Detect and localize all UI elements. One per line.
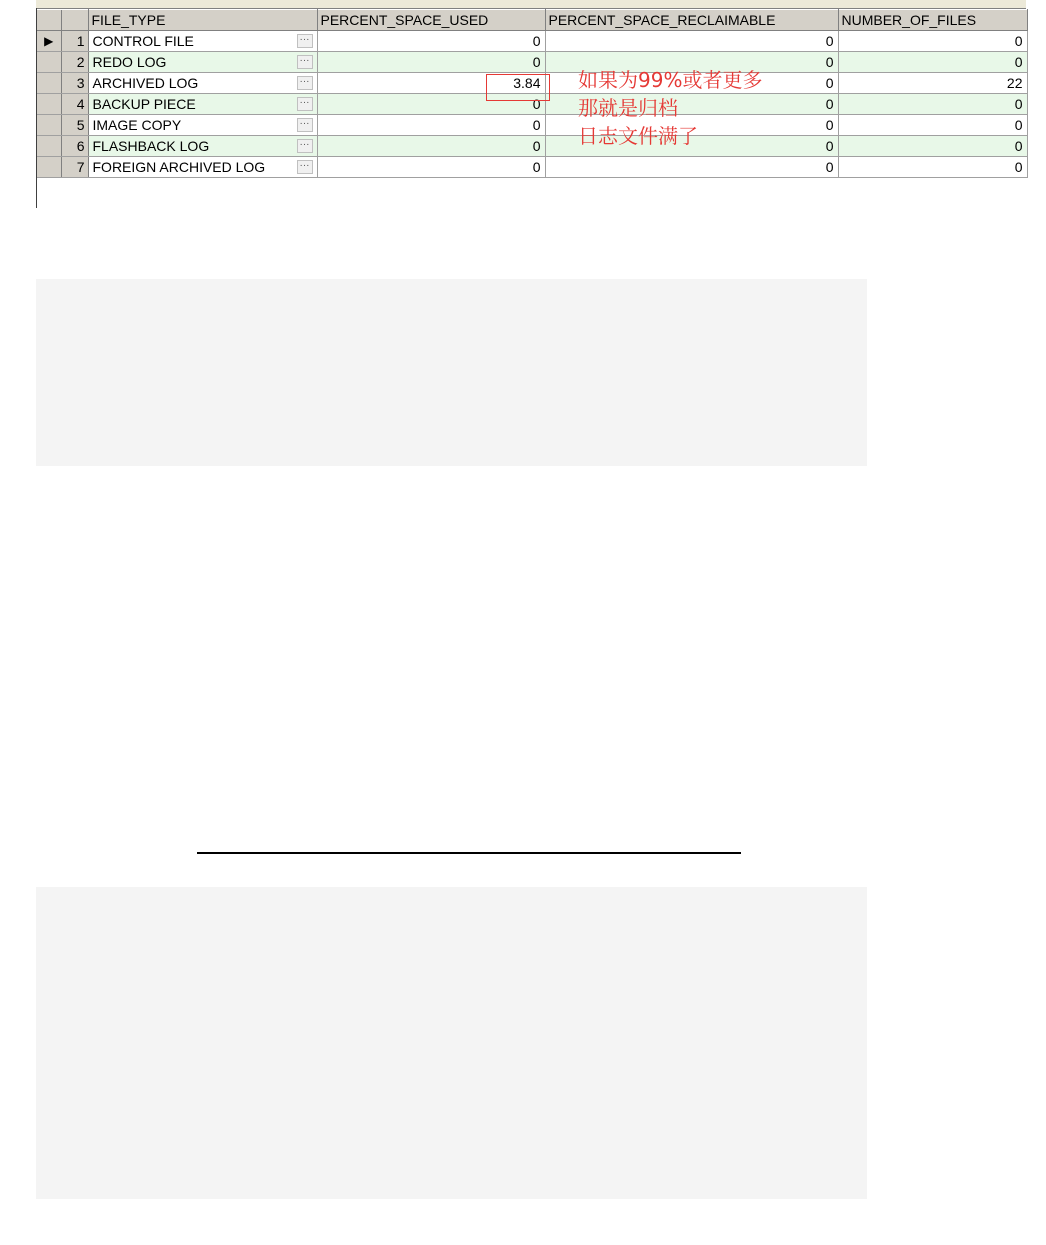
- cell-number-of-files[interactable]: 0: [838, 115, 1027, 136]
- row-indicator: [37, 52, 61, 73]
- cell-percent-reclaimable[interactable]: 0: [545, 157, 838, 178]
- file-type-text: ARCHIVED LOG: [92, 75, 199, 91]
- cell-file-type[interactable]: [88, 115, 317, 136]
- table-row[interactable]: [37, 52, 1027, 73]
- cell-percent-used[interactable]: 0: [317, 52, 545, 73]
- cell-number-of-files[interactable]: 0: [838, 94, 1027, 115]
- row-number: 3: [61, 73, 88, 94]
- cell-number-of-files[interactable]: 0: [838, 52, 1027, 73]
- file-type-text: REDO LOG: [92, 54, 167, 70]
- row-indicator: [37, 115, 61, 136]
- cell-percent-reclaimable[interactable]: 0: [545, 73, 838, 94]
- cell-percent-used[interactable]: 0: [317, 136, 545, 157]
- annotation-line: 那就是归档: [578, 96, 678, 120]
- table-row[interactable]: [37, 31, 1027, 52]
- column-header-percent-space-used[interactable]: [317, 10, 545, 31]
- column-header-percent-space-reclaimable[interactable]: [545, 10, 838, 31]
- annotation-line: 日志文件满了: [578, 124, 698, 148]
- row-number: 5: [61, 115, 88, 136]
- ellipsis-button[interactable]: ···: [297, 139, 313, 153]
- cell-file-type[interactable]: [88, 31, 317, 52]
- ellipsis-button[interactable]: ···: [297, 76, 313, 90]
- horizontal-divider: [197, 852, 741, 854]
- current-row-indicator-icon: ▶: [37, 31, 61, 52]
- row-number: 4: [61, 94, 88, 115]
- row-number: 6: [61, 136, 88, 157]
- cell-percent-reclaimable[interactable]: 0: [545, 136, 838, 157]
- row-indicator: [37, 94, 61, 115]
- annotation-text: [578, 66, 762, 150]
- table-row[interactable]: [37, 157, 1027, 178]
- file-type-text: FOREIGN ARCHIVED LOG: [92, 159, 266, 175]
- cell-percent-used[interactable]: 0: [317, 94, 545, 115]
- code-block: [36, 887, 867, 1199]
- cell-percent-reclaimable[interactable]: 0: [545, 31, 838, 52]
- file-type-text: IMAGE COPY: [92, 117, 182, 133]
- row-number: 2: [61, 52, 88, 73]
- grid-left-border: [36, 8, 37, 208]
- cell-file-type[interactable]: [88, 52, 317, 73]
- cell-file-type[interactable]: [88, 136, 317, 157]
- cell-percent-reclaimable[interactable]: 0: [545, 115, 838, 136]
- cell-number-of-files[interactable]: 22: [838, 73, 1027, 94]
- file-type-text: CONTROL FILE: [92, 33, 194, 49]
- ellipsis-button[interactable]: ···: [297, 160, 313, 174]
- ellipsis-button[interactable]: ···: [297, 34, 313, 48]
- column-header-label: FILE_TYPE: [91, 12, 166, 28]
- cell-number-of-files[interactable]: 0: [838, 157, 1027, 178]
- cell-file-type[interactable]: [88, 73, 317, 94]
- grid-corner-num: [61, 10, 88, 31]
- annotation-line: 如果为99%或者更多: [578, 68, 763, 92]
- file-type-text: BACKUP PIECE: [92, 96, 196, 112]
- ellipsis-button[interactable]: ···: [297, 97, 313, 111]
- code-block: [36, 279, 867, 466]
- cell-percent-used[interactable]: 3.84: [317, 73, 545, 94]
- column-header-label: PERCENT_SPACE_USED: [320, 12, 489, 28]
- column-header-label: NUMBER_OF_FILES: [841, 12, 977, 28]
- row-indicator: [37, 73, 61, 94]
- grid-toolbar-strip: [36, 0, 1026, 9]
- cell-percent-used[interactable]: 0: [317, 115, 545, 136]
- annotation-highlight-box: [486, 74, 550, 101]
- column-header-label: PERCENT_SPACE_RECLAIMABLE: [548, 12, 776, 28]
- cell-number-of-files[interactable]: 0: [838, 31, 1027, 52]
- table-row[interactable]: [37, 115, 1027, 136]
- ellipsis-button[interactable]: ···: [297, 118, 313, 132]
- cell-percent-used[interactable]: 0: [317, 157, 545, 178]
- cell-percent-used[interactable]: 0: [317, 31, 545, 52]
- ellipsis-button[interactable]: ···: [297, 55, 313, 69]
- column-header-file-type[interactable]: [88, 10, 317, 31]
- row-indicator: [37, 136, 61, 157]
- row-number: 1: [61, 31, 88, 52]
- cell-file-type[interactable]: [88, 94, 317, 115]
- file-type-text: FLASHBACK LOG: [92, 138, 210, 154]
- cell-percent-reclaimable[interactable]: 0: [545, 94, 838, 115]
- cell-number-of-files[interactable]: 0: [838, 136, 1027, 157]
- cell-file-type[interactable]: [88, 157, 317, 178]
- cell-percent-reclaimable[interactable]: 0: [545, 52, 838, 73]
- grid-corner: [37, 10, 61, 31]
- row-number: 7: [61, 157, 88, 178]
- column-header-number-of-files[interactable]: [838, 10, 1027, 31]
- table-row[interactable]: [37, 136, 1027, 157]
- row-indicator: [37, 157, 61, 178]
